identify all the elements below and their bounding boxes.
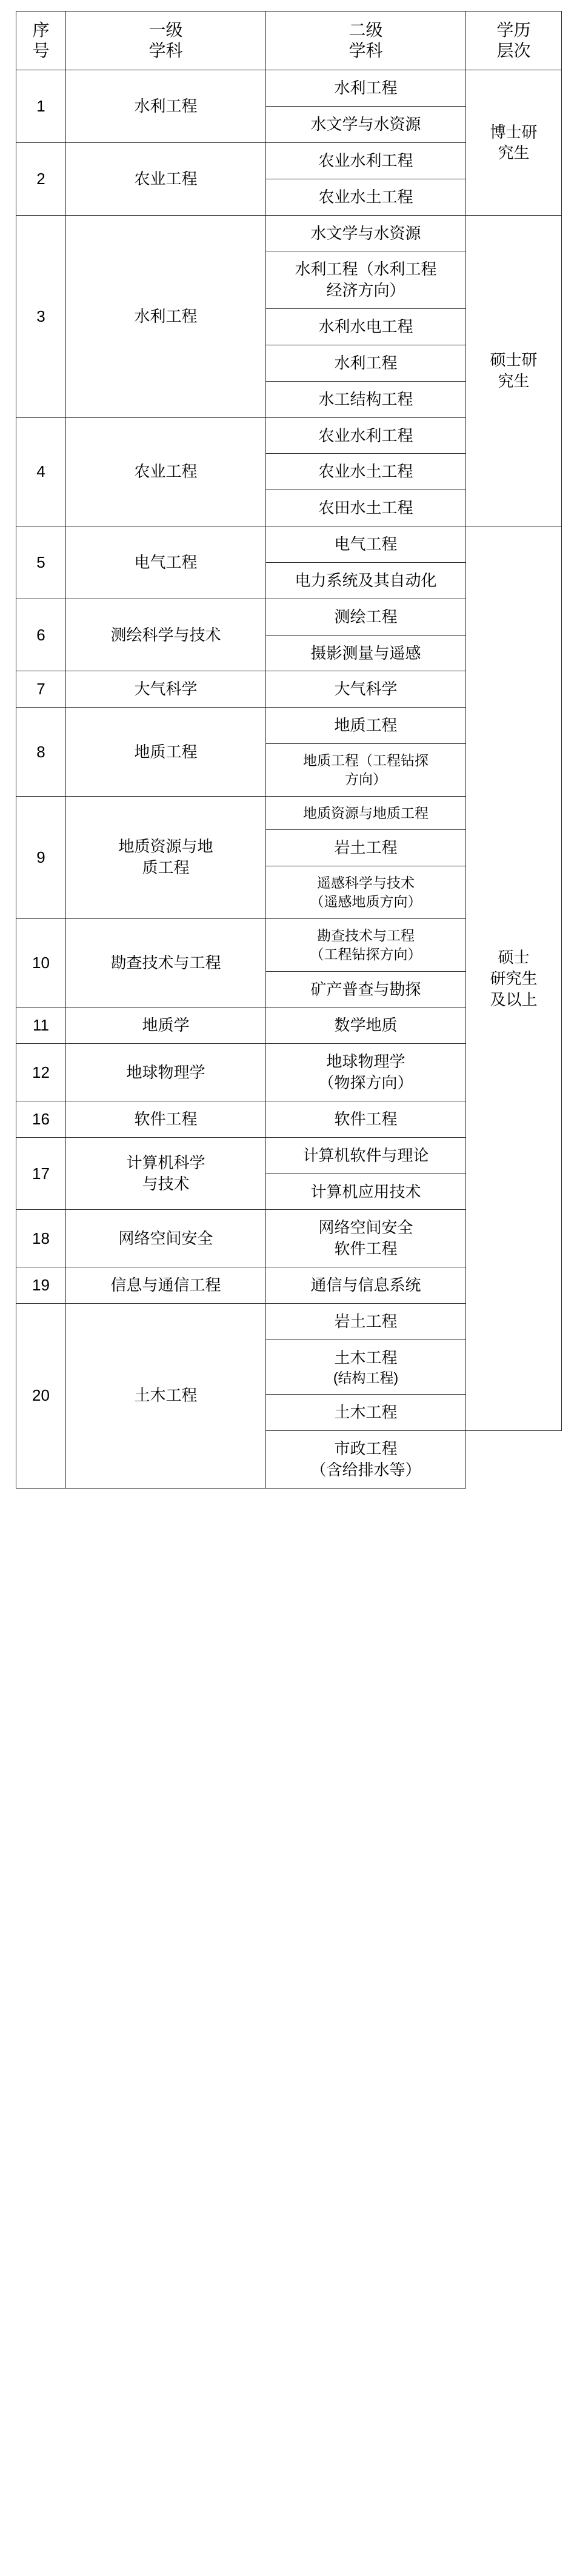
row-second-discipline — [266, 526, 466, 563]
row-no: 20 — [16, 1303, 66, 1488]
sub-line: （工程钻探方向） — [310, 946, 422, 962]
sub-line: 农业水利工程 — [318, 151, 413, 170]
sub-line: 水文学与水资源 — [310, 115, 421, 134]
row-second-discipline — [266, 708, 466, 744]
row-second-discipline — [266, 215, 466, 251]
sub-line: 遥感科学与技术 — [317, 875, 415, 891]
column-header-no-line1: 序 — [32, 21, 50, 39]
sub-line: 经济方向） — [326, 281, 405, 300]
row-first-discipline — [66, 796, 266, 918]
level-line1: 硕士 — [498, 948, 530, 966]
row-second-discipline — [266, 1210, 466, 1267]
row-second-discipline — [266, 345, 466, 381]
row-first-discipline: 农业工程 — [66, 417, 266, 526]
sub-line: 地质工程 — [334, 716, 398, 735]
row-second-discipline — [266, 744, 466, 797]
row-second-discipline — [266, 1173, 466, 1210]
sub-line: 岩土工程 — [334, 1312, 398, 1330]
sub-line: 土木工程 — [334, 1348, 398, 1367]
row-second-discipline — [266, 381, 466, 417]
row-first-discipline: 信息与通信工程 — [66, 1267, 266, 1304]
row-first-discipline: 地质学 — [66, 1007, 266, 1044]
sub-line: 水工结构工程 — [318, 390, 413, 408]
row-first-discipline — [66, 1137, 266, 1210]
level-line3: 及以上 — [490, 990, 538, 1009]
row-no: 16 — [16, 1101, 66, 1137]
row-second-discipline — [266, 1007, 466, 1044]
column-header-no-line2: 号 — [32, 41, 50, 61]
row-second-discipline — [266, 918, 466, 971]
row-second-discipline — [266, 796, 466, 830]
row-second-discipline — [266, 971, 466, 1007]
row-first-discipline: 电气工程 — [66, 526, 266, 599]
row-no: 3 — [16, 215, 66, 417]
table-row — [16, 526, 562, 563]
table-head — [16, 12, 562, 70]
row-second-discipline — [266, 251, 466, 309]
column-header-first-line1: 一级 — [148, 21, 183, 39]
sub-line: 岩土工程 — [334, 838, 398, 857]
table-row — [16, 70, 562, 107]
column-header-level-line2: 层次 — [496, 41, 531, 61]
sub-line: （遥感地质方向） — [310, 894, 422, 910]
row-second-discipline — [266, 454, 466, 490]
row-second-discipline — [266, 671, 466, 708]
row-second-discipline — [266, 1101, 466, 1137]
sub-line: 水利工程 — [334, 353, 398, 372]
sub-line: 水利工程 — [334, 79, 398, 98]
sub-line: 计算机软件与理论 — [302, 1146, 429, 1164]
table-header-row — [16, 12, 562, 70]
row-second-discipline — [266, 179, 466, 215]
sub-line: 网络空间安全 — [318, 1218, 413, 1237]
row-second-discipline — [266, 1044, 466, 1101]
sub-line: 数学地质 — [334, 1016, 398, 1035]
row-no: 17 — [16, 1137, 66, 1210]
sub-line: 软件工程 — [334, 1109, 398, 1128]
row-no: 6 — [16, 599, 66, 671]
sub-line: 方向） — [345, 771, 387, 787]
row-education-level — [466, 526, 562, 1431]
column-header-no — [16, 12, 66, 70]
column-header-second-line1: 二级 — [349, 21, 383, 39]
row-second-discipline — [266, 866, 466, 919]
row-first-discipline: 水利工程 — [66, 215, 266, 417]
level-line2: 究生 — [498, 144, 530, 162]
row-first-discipline: 大气科学 — [66, 671, 266, 708]
row-second-discipline — [266, 142, 466, 179]
row-no: 19 — [16, 1267, 66, 1304]
row-second-discipline — [266, 1339, 466, 1395]
row-second-discipline — [266, 562, 466, 599]
row-first-discipline: 勘查技术与工程 — [66, 918, 266, 1007]
sub-line: 摄影测量与遥感 — [310, 643, 421, 662]
sub-line: 测绘工程 — [334, 607, 398, 626]
row-second-discipline — [266, 1303, 466, 1339]
column-header-first-line2: 学科 — [148, 41, 183, 61]
row-no: 4 — [16, 417, 66, 526]
level-line2: 究生 — [498, 371, 530, 390]
row-second-discipline — [266, 1431, 466, 1489]
sub-line: 电气工程 — [334, 535, 398, 554]
row-first-discipline: 网络空间安全 — [66, 1210, 266, 1267]
row-education-level — [466, 70, 562, 215]
column-header-level-line1: 学历 — [496, 21, 531, 39]
row-first-discipline: 土木工程 — [66, 1303, 266, 1488]
sub-line: 软件工程 — [334, 1240, 398, 1258]
row-first-discipline: 农业工程 — [66, 142, 266, 215]
row-first-discipline: 水利工程 — [66, 70, 266, 143]
sub-line: 农田水土工程 — [318, 499, 413, 517]
row-second-discipline — [266, 1137, 466, 1173]
level-line2: 研究生 — [490, 969, 538, 988]
row-no: 9 — [16, 796, 66, 918]
row-no: 2 — [16, 142, 66, 215]
table-row — [16, 215, 562, 251]
row-second-discipline — [266, 1267, 466, 1304]
sub-line: 通信与信息系统 — [310, 1276, 421, 1295]
row-second-discipline — [266, 70, 466, 107]
column-header-second-discipline — [266, 12, 466, 70]
row-no: 1 — [16, 70, 66, 143]
row-second-discipline — [266, 635, 466, 671]
row-second-discipline — [266, 309, 466, 345]
row-no: 5 — [16, 526, 66, 599]
column-header-first-discipline — [66, 12, 266, 70]
row-first-discipline: 地球物理学 — [66, 1044, 266, 1101]
sub-line: 水利工程（水利工程 — [295, 260, 437, 279]
table-body — [16, 70, 562, 1488]
row-education-level — [466, 215, 562, 526]
sub-line: （物探方向） — [318, 1074, 413, 1092]
row-no: 8 — [16, 708, 66, 796]
major-line: 与技术 — [142, 1175, 190, 1193]
sub-line: 市政工程 — [334, 1439, 398, 1458]
row-second-discipline — [266, 599, 466, 635]
level-line1: 博士研 — [490, 122, 538, 141]
row-first-discipline: 地质工程 — [66, 708, 266, 796]
column-header-education-level — [466, 12, 562, 70]
row-second-discipline — [266, 417, 466, 454]
column-header-second-line2: 学科 — [349, 41, 383, 61]
sub-line: (结构工程) — [333, 1369, 399, 1386]
row-first-discipline: 软件工程 — [66, 1101, 266, 1137]
sub-line: 水利水电工程 — [318, 317, 413, 336]
row-second-discipline — [266, 107, 466, 143]
level-line1: 硕士研 — [490, 351, 538, 370]
sub-line: 大气科学 — [334, 680, 398, 699]
sub-line: 土木工程 — [334, 1403, 398, 1422]
sub-line: 勘查技术与工程 — [317, 927, 415, 943]
sub-line: 地质工程（工程钻探 — [303, 752, 429, 769]
major-line: 地质资源与地 — [118, 837, 213, 856]
sub-line: 地质资源与地质工程 — [303, 805, 429, 821]
row-no: 18 — [16, 1210, 66, 1267]
major-line: 计算机科学 — [126, 1154, 205, 1172]
sub-line: 农业水利工程 — [318, 426, 413, 445]
sub-line: 矿产普查与勘探 — [310, 980, 421, 998]
sub-line: 水文学与水资源 — [310, 224, 421, 242]
sub-line: 地球物理学 — [326, 1052, 405, 1071]
sub-line: （含给排水等） — [310, 1460, 421, 1479]
row-second-discipline — [266, 1395, 466, 1431]
row-no: 11 — [16, 1007, 66, 1044]
row-first-discipline: 测绘科学与技术 — [66, 599, 266, 671]
sub-line: 计算机应用技术 — [310, 1182, 421, 1201]
row-no: 7 — [16, 671, 66, 708]
major-line: 质工程 — [142, 858, 190, 877]
row-no: 10 — [16, 918, 66, 1007]
discipline-table — [16, 11, 562, 1489]
sub-line: 农业水土工程 — [318, 187, 413, 206]
row-no: 12 — [16, 1044, 66, 1101]
sub-line: 农业水土工程 — [318, 462, 413, 481]
sub-line: 电力系统及其自动化 — [295, 571, 437, 589]
row-second-discipline — [266, 830, 466, 866]
row-second-discipline — [266, 490, 466, 526]
